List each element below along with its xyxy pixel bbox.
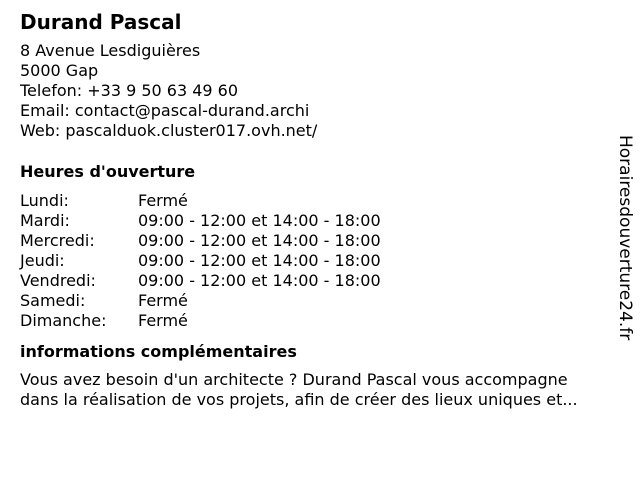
day-label: Lundi: (20, 191, 69, 210)
day-label: Mercredi: (20, 231, 95, 250)
hours-row-mardi (20, 211, 610, 231)
address-street: 8 Avenue Lesdiguières (20, 41, 201, 60)
day-label: Dimanche: (20, 311, 107, 330)
day-hours: 09:00 - 12:00 et 14:00 - 18:00 (138, 211, 381, 230)
website-address: Web: pascalduok.cluster017.ovh.net/ (20, 121, 318, 140)
hours-row-dimanche (20, 311, 610, 331)
hours-row-mercredi (20, 231, 610, 251)
business-card (20, 8, 610, 410)
business-name: Durand Pascal (20, 10, 182, 34)
day-hours: Fermé (138, 311, 188, 330)
day-label: Samedi: (20, 291, 86, 310)
hours-row-samedi (20, 291, 610, 311)
additional-info-text (20, 370, 610, 410)
opening-hours-title: Heures d'ouverture (20, 162, 196, 181)
phone-number: Telefon: +33 9 50 63 49 60 (20, 81, 239, 100)
hours-row-jeudi (20, 251, 610, 271)
additional-info-line-1: Vous avez besoin d'un architecte ? Durand Pascal vous accompagne (20, 370, 568, 389)
hours-row-lundi (20, 191, 610, 211)
day-hours: 09:00 - 12:00 et 14:00 - 18:00 (138, 251, 381, 270)
day-hours: Fermé (138, 191, 188, 210)
day-label: Mardi: (20, 211, 70, 230)
address-city: 5000 Gap (20, 61, 99, 80)
email-address: Email: contact@pascal-durand.archi (20, 101, 310, 120)
day-hours: 09:00 - 12:00 et 14:00 - 18:00 (138, 231, 381, 250)
hours-row-vendredi (20, 271, 610, 291)
opening-hours-list (20, 191, 610, 331)
site-watermark: Horairesdouverture24.fr (615, 135, 635, 341)
day-label: Vendredi: (20, 271, 96, 290)
day-hours: 09:00 - 12:00 et 14:00 - 18:00 (138, 271, 381, 290)
additional-info-title: informations complémentaires (20, 342, 297, 361)
day-label: Jeudi: (20, 251, 65, 270)
additional-info-line-2: dans la réalisation de vos projets, afin de créer des lieux uniques et... (20, 390, 578, 409)
day-hours: Fermé (138, 291, 188, 310)
